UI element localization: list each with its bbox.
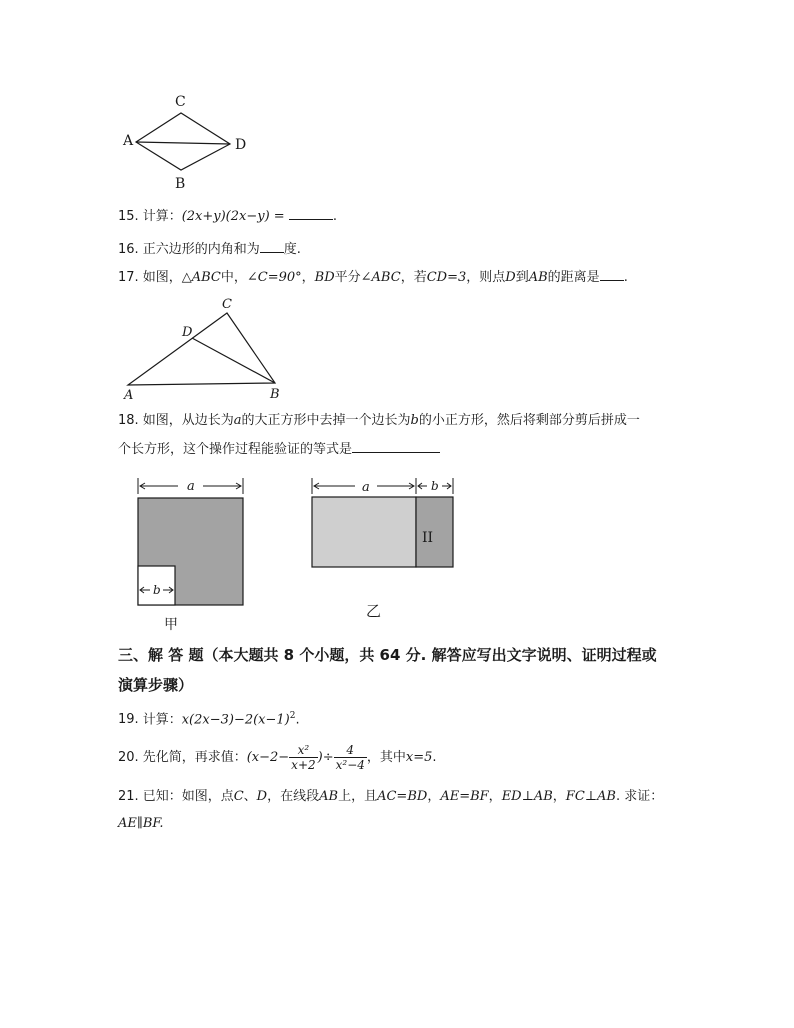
math-expression: x(2x−3)−2(x−1): [181, 712, 290, 728]
dimension-label-b: b: [431, 479, 439, 493]
region-label-ii: II: [422, 530, 434, 546]
vertex-label-d: D: [235, 137, 247, 153]
fraction: $\frac{\text{x²}}{x+2}$: [291, 743, 316, 772]
question-number: 16.: [118, 242, 139, 257]
question-18-line-2: 个长方形，这个操作过程能验证的等式是: [118, 440, 440, 459]
question-number: 21.: [118, 789, 139, 804]
question-20: 20. 先化简，再求值：(x−2− $\frac{\text{x²}}{x+2}$ )÷ $\frac{4}{\text{x²−4}}$ ，其中x=5.: [118, 743, 437, 772]
question-15: 15. 计算：(2x+y)(2x−y) = .: [118, 209, 337, 224]
vertex-label-a: A: [123, 133, 134, 149]
dimension-label-a: a: [362, 480, 370, 495]
question-17: 17. 如图，△ABC中，∠C=90°，BD平分∠ABC，若CD=3，则点D到AB的距离是 .: [118, 270, 628, 285]
dimension-label-a: a: [187, 479, 195, 494]
square-figure-jia: [130, 476, 255, 611]
section-header: 三、解 答 题（本大题共 8 个小题，共 64 分. 解答应写出文字说明、证明过程或: [118, 646, 657, 664]
figure-caption-jia: 甲: [164, 617, 178, 633]
question-number: 20.: [118, 750, 139, 765]
answer-blank[interactable]: [352, 440, 440, 453]
math-expression: (2x+y)(2x−y) =: [181, 209, 285, 224]
question-number: 17.: [118, 270, 139, 285]
question-text: 正六边形的内角和为: [142, 242, 260, 257]
quadrilateral-figure: [118, 90, 258, 195]
question-19: 19. 计算：$x(2x-3)-2(x-1)^2$.: [118, 711, 300, 728]
answer-blank[interactable]: [600, 268, 624, 281]
section-header-line-2: 演算步骤）: [118, 676, 194, 694]
vertex-label-b: B: [270, 387, 280, 402]
triangle-figure: [118, 296, 293, 404]
vertex-label-a: A: [124, 388, 134, 403]
dimension-label-b: b: [153, 583, 161, 597]
rectangle-figure-yi: [305, 476, 460, 576]
question-number: 15.: [118, 209, 139, 224]
vertex-label-d: D: [182, 325, 193, 340]
vertex-label-b: B: [175, 176, 186, 192]
fraction: $\frac{4}{\text{x²−4}}$: [335, 743, 365, 772]
question-18: 18. 如图，从边长为a的大正方形中去掉一个边长为b的小正方形，然后将剩部分剪后拼成一: [118, 413, 640, 428]
answer-blank[interactable]: [289, 207, 333, 220]
question-21-line-2: AE∥BF.: [118, 816, 164, 831]
question-text: 计算：: [142, 209, 182, 224]
answer-blank[interactable]: [260, 240, 284, 253]
question-number: 18.: [118, 413, 139, 428]
question-number: 19.: [118, 712, 139, 728]
vertex-label-c: C: [222, 297, 232, 312]
question-21: 21. 已知：如图，点C、D，在线段AB上，且AC=BD，AE=BF，ED⊥AB，FC⊥AB. 求证：: [118, 789, 664, 804]
vertex-label-c: C: [175, 94, 186, 110]
figure-caption-yi: 乙: [366, 602, 382, 620]
question-16: 16. 正六边形的内角和为 度.: [118, 242, 301, 257]
